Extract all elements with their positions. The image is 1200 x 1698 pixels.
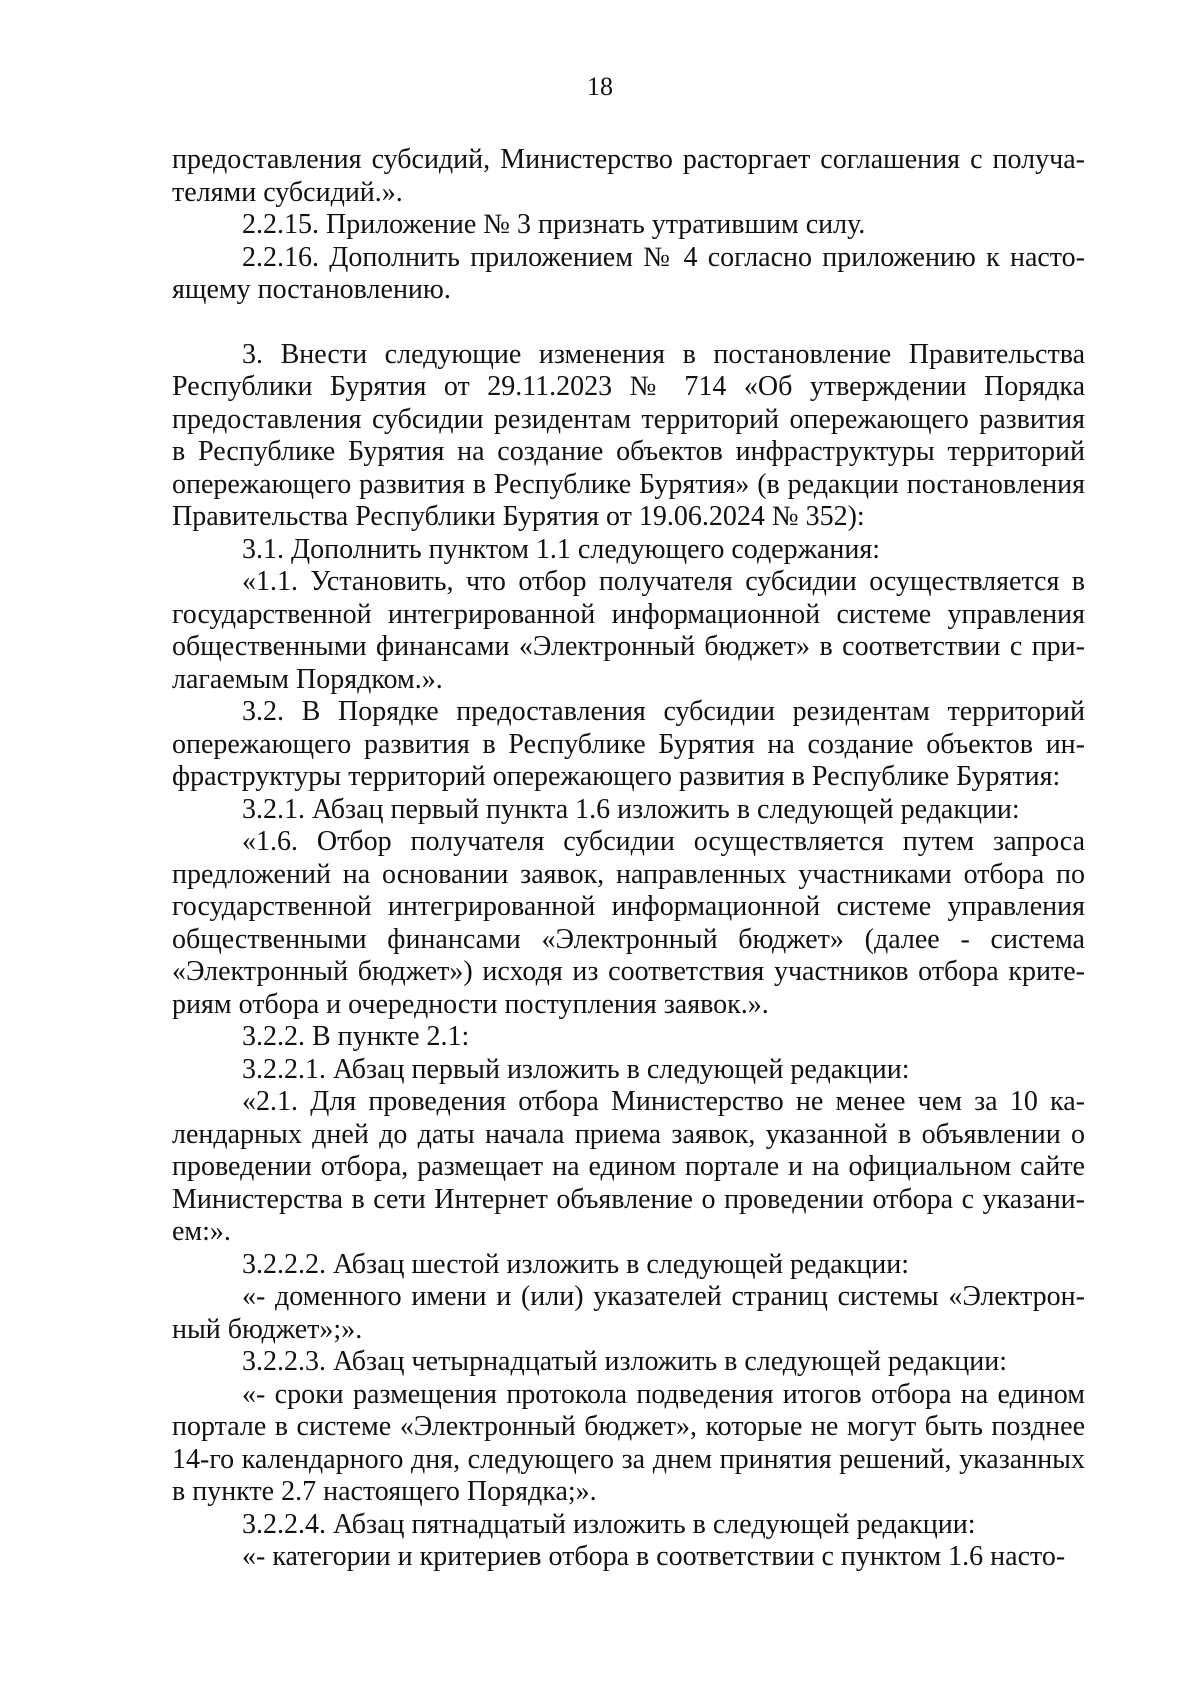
paragraph-3-2-2-4: 3.2.2.4. Абзац пятнадцатый изложить в следующей редакции: xyxy=(242,1508,976,1540)
paragraph-3-2-2-3: 3.2.2.3. Абзац четырнадцатый изложить в следующей редакции: xyxy=(242,1346,1007,1377)
paragraph-3-2-1: 3.2.1. Абзац первый пункта 1.6 изложить в следующей редакции: xyxy=(242,793,1020,825)
paragraph-domain-quote: «- доменного имени и (или) указателей страниц системы «Электронный бюджет»;». xyxy=(172,1281,1085,1345)
paragraph-continuation: предоставления субсидий, Министерство расторгает соглашения с получателями субсидий.». xyxy=(172,144,1085,208)
paragraph-3: 3. Внести следующие изменения в постановление Правительства Республики Бурятия от 29.11.2023 № 714 «Об утверждении Порядка предоставления субсидии резидентам территорий опережающего развития в Республике Бурятия на создание объектов инфраструктуры территорий опережающего развития в Республике Бурятия» (в редакции постановления Правительства Республики Бурятия от 19.06.2024 № 352): xyxy=(172,338,1085,532)
paragraph-1-6-quote: «1.6. Отбор получателя субсидии осуществляется путем запроса предложений на основании заявок, направленных участниками отбора по государственной интегрированной информационной системе управления общественными финансами «Электронный бюджет» (далее - система «Электронный бюджет») исходя из соответствия участников отбора критериям отбора и очередности поступления заявок.». xyxy=(172,826,1085,1020)
paragraph-3-2-2-1: 3.2.2.1. Абзац первый изложить в следующей редакции: xyxy=(242,1053,910,1085)
paragraph-2-2-15: 2.2.15. Приложение № 3 признать утратившим силу. xyxy=(242,209,866,240)
paragraph-2-2-16: 2.2.16. Дополнить приложением № 4 согласно приложению к настоящему постановлению. xyxy=(172,241,1085,305)
paragraph-2-1-quote: «2.1. Для проведения отбора Министерство не менее чем за 10 календарных дней до даты начала приема заявок, указанной в объявлении о проведении отбора, размещает на едином портале и на официальном сайте Министерства в сети Интернет объявление о проведении отбора с указанием:». xyxy=(172,1086,1085,1247)
paragraph-3-1: 3.1. Дополнить пунктом 1.1 следующего содержания: xyxy=(242,533,881,565)
paragraph-3-2: 3.2. В Порядке предоставления субсидии резидентам территорий опережающего развития в Республике Бурятия на создание объектов инфраструктуры территорий опережающего развития в Республике Бурятия: xyxy=(172,696,1085,792)
page-number: 18 xyxy=(587,72,613,101)
paragraph-categories-quote: «- категории и критериев отбора в соответствии с пунктом 1.6 насто- xyxy=(242,1541,1066,1572)
paragraph-3-2-2: 3.2.2. В пункте 2.1: xyxy=(242,1021,470,1052)
paragraph-1-1-quote: «1.1. Установить, что отбор получателя субсидии осуществляется в государственной интегрированной информационной системе управления общественными финансами «Электронный бюджет» в соответствии с прилагаемым Порядком.». xyxy=(172,566,1085,695)
paragraph-protocol-quote: «- сроки размещения протокола подведения итогов отбора на едином портале в системе «Электронный бюджет», которые не могут быть позднее 14-го календарного дня, следующего за днем принятия решений, указанных в пункте 2.7 настоящего Порядка;». xyxy=(172,1378,1085,1507)
document-body xyxy=(172,144,1085,1574)
paragraph-3-2-2-2: 3.2.2.2. Абзац шестой изложить в следующей редакции: xyxy=(242,1248,910,1280)
